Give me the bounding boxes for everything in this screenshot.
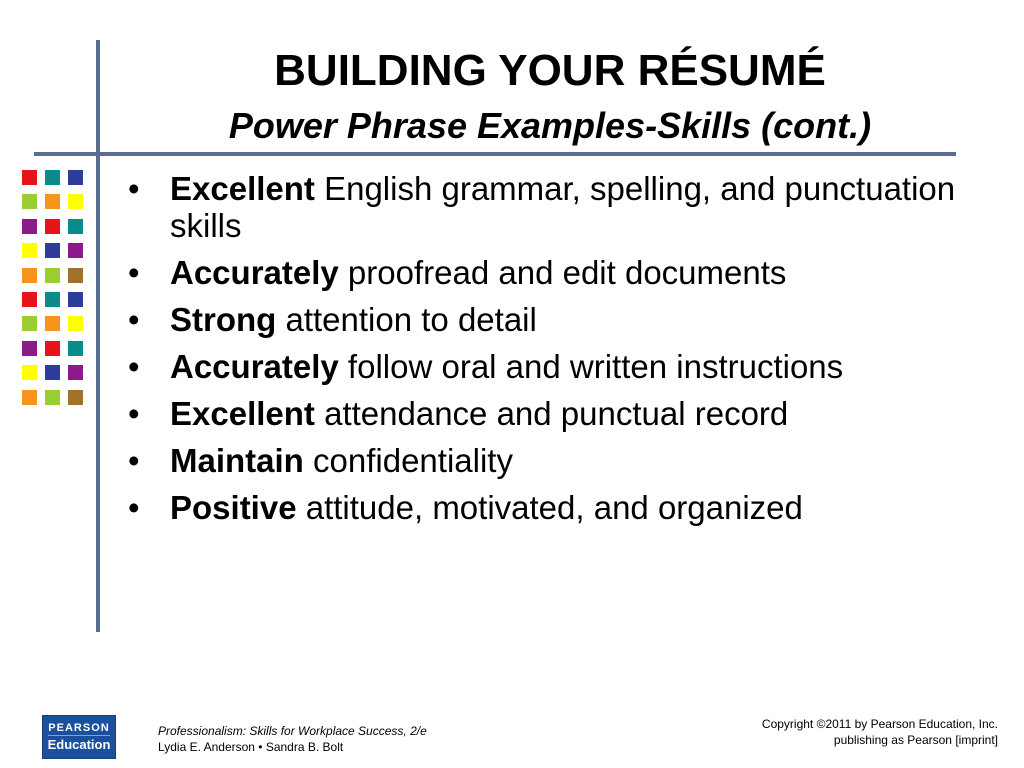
decorative-square — [45, 219, 60, 234]
bullet-item — [128, 489, 998, 526]
decorative-square — [68, 268, 83, 283]
copyright-line-1: Copyright ©2011 by Pearson Education, Inc. — [761, 717, 998, 731]
decorative-square — [68, 292, 83, 307]
bullet-dot: • — [128, 254, 140, 291]
decorative-square — [68, 170, 83, 185]
bullet-item — [128, 301, 998, 338]
bullet-bold-word: Maintain — [170, 442, 304, 479]
bullet-list — [128, 170, 998, 536]
decorative-square — [22, 316, 37, 331]
decorative-square — [45, 341, 60, 356]
horizontal-divider-line — [34, 152, 956, 156]
decorative-square — [68, 365, 83, 380]
decorative-square — [45, 170, 60, 185]
decorative-square — [22, 292, 37, 307]
bullet-bold-word: Positive — [170, 489, 297, 526]
bullet-item — [128, 170, 998, 244]
decorative-square — [45, 365, 60, 380]
decorative-squares — [22, 170, 88, 405]
bullet-text: attitude, motivated, and organized — [296, 489, 803, 526]
decorative-square — [22, 365, 37, 380]
footer-book-info — [158, 723, 427, 755]
bullet-dot: • — [128, 170, 140, 207]
bullet-bold-word: Accurately — [170, 254, 339, 291]
decorative-square — [22, 341, 37, 356]
bullet-dot: • — [128, 395, 140, 432]
bullet-bold-word: Excellent — [170, 395, 315, 432]
bullet-bold-word: Accurately — [170, 348, 339, 385]
bullet-text: follow oral and written instructions — [338, 348, 844, 385]
bullet-text: proofread and edit documents — [338, 254, 787, 291]
bullet-bold-word: Excellent — [170, 170, 315, 207]
decorative-square — [45, 316, 60, 331]
bullet-item — [128, 442, 998, 479]
decorative-square — [68, 341, 83, 356]
slide-subtitle: Power Phrase Examples-Skills (cont.) — [228, 105, 872, 146]
bullet-text: English grammar, spelling, and punctuation skills — [170, 170, 956, 244]
decorative-square — [22, 170, 37, 185]
logo-text-pearson: PEARSON — [48, 716, 110, 736]
bullet-text: confidentiality — [303, 442, 513, 479]
decorative-square — [68, 243, 83, 258]
bullet-dot: • — [128, 348, 140, 385]
footer-book-title: Professionalism: Skills for Workplace Success, 2/e — [158, 724, 427, 738]
decorative-square — [22, 390, 37, 405]
bullet-dot: • — [128, 489, 140, 526]
bullet-dot: • — [128, 301, 140, 338]
decorative-square — [22, 243, 37, 258]
decorative-square — [45, 268, 60, 283]
footer-copyright — [762, 716, 998, 748]
decorative-square — [22, 194, 37, 209]
decorative-square — [45, 292, 60, 307]
logo-text-education: Education — [47, 737, 111, 752]
decorative-square — [45, 243, 60, 258]
bullet-item — [128, 254, 998, 291]
pearson-education-logo — [42, 715, 116, 759]
decorative-square — [22, 268, 37, 283]
bullet-item — [128, 395, 998, 432]
decorative-square — [22, 219, 37, 234]
bullet-dot: • — [128, 442, 140, 479]
decorative-square — [45, 194, 60, 209]
bullet-text: attention to detail — [276, 301, 537, 338]
bullet-bold-word: Strong — [170, 301, 277, 338]
decorative-square — [68, 194, 83, 209]
decorative-square — [68, 316, 83, 331]
bullet-item — [128, 348, 998, 385]
decorative-square — [68, 390, 83, 405]
decorative-square — [45, 390, 60, 405]
bullet-text: attendance and punctual record — [314, 395, 789, 432]
decorative-square — [68, 219, 83, 234]
footer-authors: Lydia E. Anderson • Sandra B. Bolt — [158, 740, 344, 754]
copyright-line-2: publishing as Pearson [imprint] — [833, 733, 998, 747]
slide-title: BUILDING YOUR RÉSUMÉ — [274, 46, 826, 95]
